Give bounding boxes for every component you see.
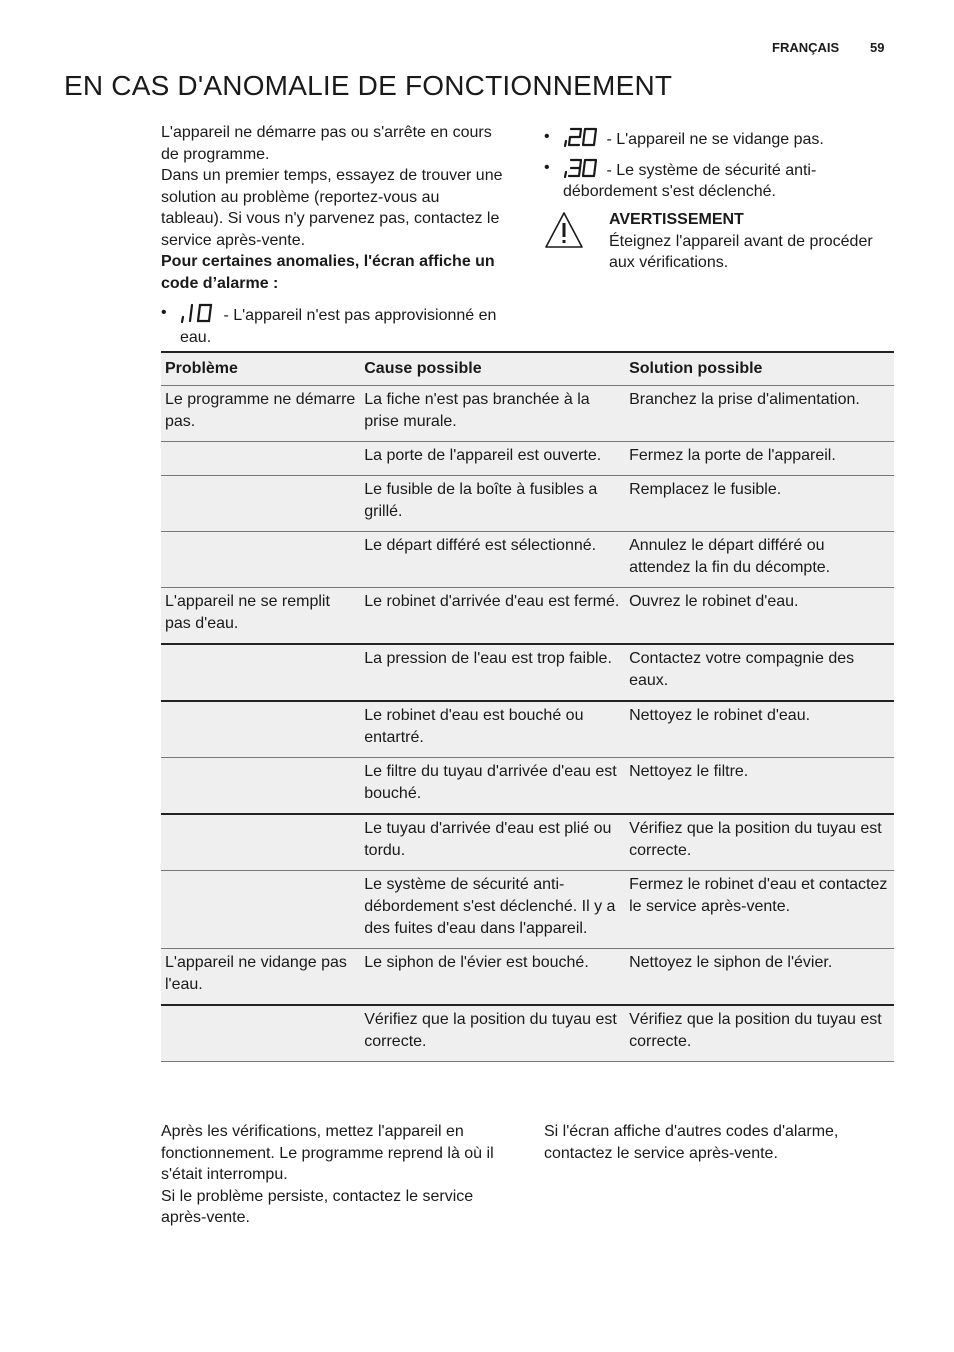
section-title: EN CAS D'ANOMALIE DE FONCTIONNEMENT	[64, 70, 673, 101]
alarm-code-i20-icon	[563, 126, 599, 148]
page-number: 59	[870, 40, 885, 55]
footer-left	[161, 1121, 516, 1229]
alarm-code-text: - Le système de sécurité anti-débordement s'est déclenché.	[563, 161, 817, 200]
table-row	[161, 814, 894, 871]
header-cause: Cause possible	[360, 352, 625, 386]
problem-cell	[161, 644, 360, 701]
intro-line-1: L'appareil ne démarre pas ou s'arrête en cours de programme.	[161, 124, 492, 163]
bullet-icon: •	[161, 304, 167, 321]
footer-left-paragraph-1: Après les vérifications, mettez l'appareil en fonctionnement. Le programme reprend là où il s'était interrompu.	[161, 1123, 494, 1183]
solution-cell: Annulez le départ différé ou attendez la fin du décompte.	[625, 532, 894, 588]
bullet-icon: •	[544, 128, 550, 145]
cause-cell: Le tuyau d'arrivée d'eau est plié ou tordu.	[360, 814, 625, 871]
solution-cell: Contactez votre compagnie des eaux.	[625, 644, 894, 701]
warning-text: Éteignez l'appareil avant de procéder aux vérifications.	[609, 232, 873, 271]
problem-cell	[161, 1005, 360, 1062]
alarm-code-item	[544, 157, 894, 203]
solution-cell: Nettoyez le siphon de l'évier.	[625, 949, 894, 1006]
cause-cell: Le robinet d'arrivée d'eau est fermé.	[360, 588, 625, 645]
header-language: FRANÇAIS	[772, 40, 840, 55]
solution-cell: Ouvrez le robinet d'eau.	[625, 588, 894, 645]
problem-cell: L'appareil ne se remplit pas d'eau.	[161, 588, 360, 645]
problem-cell	[161, 701, 360, 758]
alarm-code-text: - L'appareil n'est pas approvisionné en eau.	[180, 307, 497, 346]
table-row	[161, 1005, 894, 1062]
footer-left-paragraph-2: Si le problème persiste, contactez le service après-vente.	[161, 1187, 474, 1226]
table-row	[161, 644, 894, 701]
problem-cell	[161, 476, 360, 532]
alarm-code-item	[161, 302, 506, 348]
cause-cell: Le système de sécurité anti-débordement s'est déclenché. Il y a des fuites d'eau dans l'appareil.	[360, 871, 625, 949]
problem-cell	[161, 532, 360, 588]
table-row	[161, 532, 894, 588]
solution-cell: Vérifiez que la position du tuyau est correcte.	[625, 814, 894, 871]
table-row	[161, 949, 894, 1006]
cause-cell: Le départ différé est sélectionné.	[360, 532, 625, 588]
problem-cell	[161, 442, 360, 476]
table-row	[161, 871, 894, 949]
cause-cell: Vérifiez que la position du tuyau est correcte.	[360, 1005, 625, 1062]
intro-column	[161, 122, 506, 348]
solution-cell: Nettoyez le filtre.	[625, 758, 894, 815]
cause-cell: Le fusible de la boîte à fusibles a grillé.	[360, 476, 625, 532]
solution-cell: Fermez la porte de l'appareil.	[625, 442, 894, 476]
alarm-code-text: - L'appareil ne se vidange pas.	[602, 131, 824, 148]
alarm-code-i30-icon	[563, 157, 599, 179]
table-row	[161, 701, 894, 758]
warning-text-block	[609, 209, 894, 274]
warning-triangle-icon	[544, 211, 584, 249]
problem-cell	[161, 814, 360, 871]
problem-cell	[161, 871, 360, 949]
alarm-code-i10-icon	[180, 302, 216, 324]
solution-cell: Vérifiez que la position du tuyau est correcte.	[625, 1005, 894, 1062]
footer-right	[544, 1121, 894, 1164]
intro-bold-line: Pour certaines anomalies, l'écran affiche un code d’alarme :	[161, 253, 495, 292]
problem-cell: L'appareil ne vidange pas l'eau.	[161, 949, 360, 1006]
cause-cell: La porte de l'appareil est ouverte.	[360, 442, 625, 476]
warning-block	[544, 209, 894, 274]
table-row	[161, 758, 894, 815]
problem-cell: Le programme ne démarre pas.	[161, 386, 360, 442]
solution-cell: Fermez le robinet d'eau et contactez le service après-vente.	[625, 871, 894, 949]
solution-cell: Nettoyez le robinet d'eau.	[625, 701, 894, 758]
table-row	[161, 386, 894, 442]
alarm-codes-column	[544, 126, 894, 209]
cause-cell: La fiche n'est pas branchée à la prise murale.	[360, 386, 625, 442]
solution-cell: Remplacez le fusible.	[625, 476, 894, 532]
problem-cell	[161, 758, 360, 815]
bullet-icon: •	[544, 158, 550, 176]
table-row	[161, 588, 894, 645]
cause-cell: La pression de l'eau est trop faible.	[360, 644, 625, 701]
cause-cell: Le siphon de l'évier est bouché.	[360, 949, 625, 1006]
header-solution: Solution possible	[625, 352, 894, 386]
header-problem: Problème	[161, 352, 360, 386]
footer-right-paragraph: Si l'écran affiche d'autres codes d'alarme, contactez le service après-vente.	[544, 1123, 839, 1162]
table-header-row	[161, 352, 894, 386]
table-row	[161, 476, 894, 532]
alarm-code-item	[544, 126, 894, 151]
solution-cell: Branchez la prise d'alimentation.	[625, 386, 894, 442]
cause-cell: Le robinet d'eau est bouché ou entartré.	[360, 701, 625, 758]
warning-title: AVERTISSEMENT	[609, 211, 744, 228]
cause-cell: Le filtre du tuyau d'arrivée d'eau est bouché.	[360, 758, 625, 815]
troubleshooting-table	[161, 351, 894, 1062]
intro-line-2: Dans un premier temps, essayez de trouver une solution au problème (reportez-vous au tableau). Si vous n'y parvenez pas, contactez le service après-vente.	[161, 167, 503, 249]
table-row	[161, 442, 894, 476]
